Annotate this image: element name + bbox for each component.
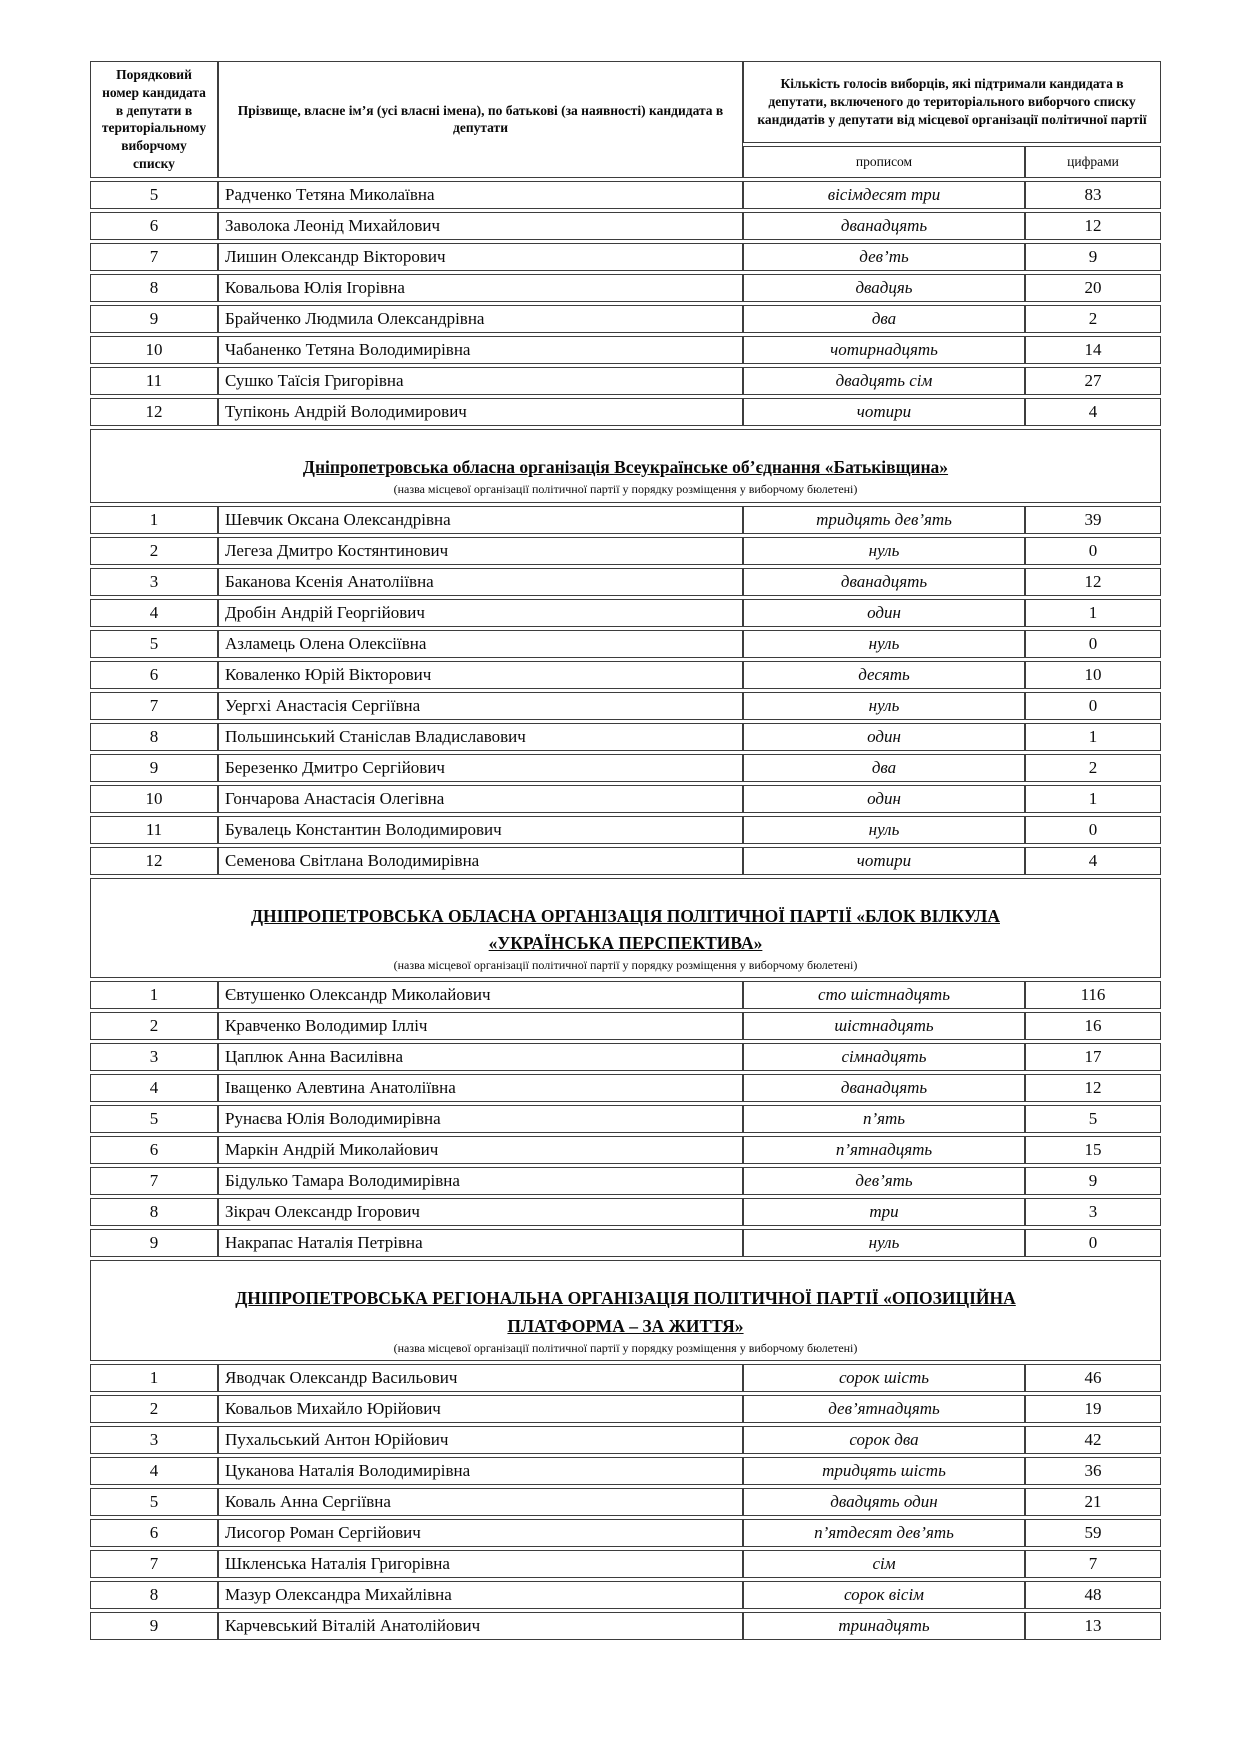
candidate-full-name: Шкленська Наталія Григорівна xyxy=(218,1550,743,1578)
candidate-full-name: Коваленко Юрій Вікторович xyxy=(218,661,743,689)
candidate-row xyxy=(90,1426,1161,1454)
candidate-ordinal-number: 7 xyxy=(90,243,218,271)
candidate-full-name: Мазур Олександра Михайлівна xyxy=(218,1581,743,1609)
candidate-full-name: Карчевський Віталій Анатолійович xyxy=(218,1612,743,1640)
votes-in-digits: 17 xyxy=(1025,1043,1161,1071)
votes-in-words: сімнадцять xyxy=(743,1043,1025,1071)
candidate-ordinal-number: 9 xyxy=(90,1612,218,1640)
candidate-full-name: Чабаненко Тетяна Володимирівна xyxy=(218,336,743,364)
candidate-ordinal-number: 5 xyxy=(90,1488,218,1516)
votes-in-words: дев’ять xyxy=(743,1167,1025,1195)
candidate-full-name: Радченко Тетяна Миколаївна xyxy=(218,181,743,209)
votes-in-digits: 3 xyxy=(1025,1198,1161,1226)
party-subtitle: (назва місцевої організації політичної партії у порядку розміщення у виборчому бюлетені) xyxy=(393,1340,858,1355)
votes-in-words: два xyxy=(743,305,1025,333)
candidate-full-name: Баканова Ксенія Анатоліївна xyxy=(218,568,743,596)
votes-in-digits: 16 xyxy=(1025,1012,1161,1040)
header-votes-in-digits: цифрами xyxy=(1025,146,1161,178)
candidate-row xyxy=(90,274,1161,302)
candidate-ordinal-number: 3 xyxy=(90,568,218,596)
votes-in-digits: 4 xyxy=(1025,847,1161,875)
votes-in-words: тридцять шість xyxy=(743,1457,1025,1485)
votes-in-words: дев’ятнадцять xyxy=(743,1395,1025,1423)
candidate-full-name: Кравченко Володимир Ілліч xyxy=(218,1012,743,1040)
header-candidate-name: Прізвище, власне ім’я (усі власні імена), по батькові (за наявності) кандидата в депутати xyxy=(218,61,743,178)
candidate-ordinal-number: 7 xyxy=(90,692,218,720)
votes-in-digits: 27 xyxy=(1025,367,1161,395)
candidate-ordinal-number: 4 xyxy=(90,1074,218,1102)
votes-in-digits: 0 xyxy=(1025,537,1161,565)
party-section-row xyxy=(90,878,1161,979)
candidate-ordinal-number: 4 xyxy=(90,599,218,627)
votes-in-digits: 9 xyxy=(1025,1167,1161,1195)
votes-in-digits: 1 xyxy=(1025,785,1161,813)
candidate-row xyxy=(90,506,1161,534)
table-header xyxy=(90,61,1161,178)
votes-in-digits: 0 xyxy=(1025,630,1161,658)
candidate-row xyxy=(90,212,1161,240)
candidate-ordinal-number: 7 xyxy=(90,1167,218,1195)
votes-in-words: один xyxy=(743,599,1025,627)
votes-in-digits: 42 xyxy=(1025,1426,1161,1454)
votes-in-words: десять xyxy=(743,661,1025,689)
candidate-row xyxy=(90,1457,1161,1485)
candidate-row xyxy=(90,723,1161,751)
votes-in-digits: 0 xyxy=(1025,816,1161,844)
candidate-full-name: Семенова Світлана Володимирівна xyxy=(218,847,743,875)
votes-in-words: дев’ть xyxy=(743,243,1025,271)
votes-in-words: п’ятдесят дев’ять xyxy=(743,1519,1025,1547)
votes-in-digits: 1 xyxy=(1025,599,1161,627)
candidate-row xyxy=(90,1488,1161,1516)
candidate-ordinal-number: 11 xyxy=(90,816,218,844)
candidate-full-name: Зікрач Олександр Ігорович xyxy=(218,1198,743,1226)
candidate-row xyxy=(90,305,1161,333)
candidate-full-name: Азламець Олена Олексіївна xyxy=(218,630,743,658)
party-title: ДНІПРОПЕТРОВСЬКА ОБЛАСНА ОРГАНІЗАЦІЯ ПОЛІТИЧНОЇ ПАРТІЇ «БЛОК ВІЛКУЛА «УКРАЇНСЬКА ПЕРСПЕКТИВА» xyxy=(251,905,1000,953)
party-section-row xyxy=(90,1260,1161,1361)
candidate-ordinal-number: 3 xyxy=(90,1426,218,1454)
candidate-full-name: Брайченко Людмила Олександрівна xyxy=(218,305,743,333)
votes-in-words: тринадцять xyxy=(743,1612,1025,1640)
candidate-row xyxy=(90,398,1161,426)
candidate-full-name: Шевчик Оксана Олександрівна xyxy=(218,506,743,534)
votes-in-digits: 21 xyxy=(1025,1488,1161,1516)
votes-in-digits: 12 xyxy=(1025,1074,1161,1102)
candidate-full-name: Польшинський Станіслав Владиславович xyxy=(218,723,743,751)
votes-in-digits: 13 xyxy=(1025,1612,1161,1640)
votes-in-digits: 48 xyxy=(1025,1581,1161,1609)
candidate-row xyxy=(90,1105,1161,1133)
votes-in-words: дванадцять xyxy=(743,212,1025,240)
candidate-row xyxy=(90,754,1161,782)
candidate-full-name: Маркін Андрій Миколайович xyxy=(218,1136,743,1164)
candidate-row xyxy=(90,847,1161,875)
votes-in-words: чотири xyxy=(743,398,1025,426)
candidate-ordinal-number: 9 xyxy=(90,754,218,782)
votes-in-words: двадцять один xyxy=(743,1488,1025,1516)
votes-in-words: два xyxy=(743,754,1025,782)
candidate-ordinal-number: 8 xyxy=(90,723,218,751)
votes-in-words: один xyxy=(743,723,1025,751)
party-section-header xyxy=(90,429,1161,503)
candidate-row xyxy=(90,1136,1161,1164)
candidate-row xyxy=(90,367,1161,395)
votes-in-digits: 1 xyxy=(1025,723,1161,751)
candidate-row xyxy=(90,1395,1161,1423)
votes-in-digits: 83 xyxy=(1025,181,1161,209)
votes-in-words: нуль xyxy=(743,537,1025,565)
votes-in-digits: 2 xyxy=(1025,305,1161,333)
candidate-ordinal-number: 6 xyxy=(90,212,218,240)
candidate-row xyxy=(90,1550,1161,1578)
votes-in-words: нуль xyxy=(743,816,1025,844)
candidate-ordinal-number: 2 xyxy=(90,1012,218,1040)
votes-in-words: дванадцять xyxy=(743,1074,1025,1102)
candidate-full-name: Бувалець Константин Володимирович xyxy=(218,816,743,844)
header-votes-in-words: прописом xyxy=(743,146,1025,178)
candidate-full-name: Легеза Дмитро Костянтинович xyxy=(218,537,743,565)
candidate-row xyxy=(90,1167,1161,1195)
party-section-header xyxy=(90,878,1161,979)
header-votes-count: Кількість голосів виборців, які підтримали кандидата в депутати, включеного до територіального виборчого списку кандидатів у депутати від місцевої організації політичної партії xyxy=(743,61,1161,143)
votes-in-digits: 20 xyxy=(1025,274,1161,302)
candidate-row xyxy=(90,630,1161,658)
candidate-full-name: Лишин Олександр Вікторович xyxy=(218,243,743,271)
candidate-row xyxy=(90,1364,1161,1392)
votes-in-digits: 19 xyxy=(1025,1395,1161,1423)
candidate-row xyxy=(90,1012,1161,1040)
candidate-full-name: Накрапас Наталія Петрівна xyxy=(218,1229,743,1257)
votes-in-digits: 0 xyxy=(1025,692,1161,720)
candidate-ordinal-number: 6 xyxy=(90,1519,218,1547)
votes-in-words: п’ятнадцять xyxy=(743,1136,1025,1164)
votes-in-words: тридцять дев’ять xyxy=(743,506,1025,534)
candidate-full-name: Березенко Дмитро Сергійович xyxy=(218,754,743,782)
candidate-ordinal-number: 10 xyxy=(90,785,218,813)
candidate-ordinal-number: 2 xyxy=(90,1395,218,1423)
candidate-ordinal-number: 6 xyxy=(90,1136,218,1164)
votes-in-digits: 36 xyxy=(1025,1457,1161,1485)
candidate-row xyxy=(90,1074,1161,1102)
votes-in-words: шістнадцять xyxy=(743,1012,1025,1040)
candidate-full-name: Яводчак Олександр Васильович xyxy=(218,1364,743,1392)
candidate-row xyxy=(90,1519,1161,1547)
candidate-row xyxy=(90,661,1161,689)
candidate-full-name: Дробін Андрій Георгійович xyxy=(218,599,743,627)
table-body xyxy=(90,181,1161,1640)
candidate-ordinal-number: 5 xyxy=(90,630,218,658)
votes-in-digits: 59 xyxy=(1025,1519,1161,1547)
party-subtitle: (назва місцевої організації політичної партії у порядку розміщення у виборчому бюлетені) xyxy=(393,482,858,496)
party-title: ДНІПРОПЕТРОВСЬКА РЕГІОНАЛЬНА ОРГАНІЗАЦІЯ ПОЛІТИЧНОЇ ПАРТІЇ «ОПОЗИЦІЙНА ПЛАТФОРМА – ЗА ЖИТТЯ» xyxy=(235,1288,1016,1336)
candidate-ordinal-number: 12 xyxy=(90,398,218,426)
candidate-full-name: Коваль Анна Сергіївна xyxy=(218,1488,743,1516)
candidate-ordinal-number: 8 xyxy=(90,274,218,302)
candidate-ordinal-number: 8 xyxy=(90,1198,218,1226)
candidate-row xyxy=(90,981,1161,1009)
candidate-ordinal-number: 4 xyxy=(90,1457,218,1485)
candidate-row xyxy=(90,243,1161,271)
candidate-full-name: Євтушенко Олександр Миколайович xyxy=(218,981,743,1009)
party-section-row xyxy=(90,429,1161,503)
results-table xyxy=(90,58,1161,1643)
votes-in-digits: 5 xyxy=(1025,1105,1161,1133)
votes-in-words: сорок вісім xyxy=(743,1581,1025,1609)
candidate-full-name: Рунаєва Юлія Володимирівна xyxy=(218,1105,743,1133)
candidate-ordinal-number: 9 xyxy=(90,1229,218,1257)
votes-in-words: сім xyxy=(743,1550,1025,1578)
candidate-row xyxy=(90,816,1161,844)
candidate-ordinal-number: 3 xyxy=(90,1043,218,1071)
candidate-full-name: Бідулько Тамара Володимирівна xyxy=(218,1167,743,1195)
votes-in-digits: 0 xyxy=(1025,1229,1161,1257)
candidate-row xyxy=(90,1612,1161,1640)
candidate-row xyxy=(90,599,1161,627)
candidate-row xyxy=(90,785,1161,813)
candidate-row xyxy=(90,1198,1161,1226)
candidate-ordinal-number: 5 xyxy=(90,1105,218,1133)
candidate-row xyxy=(90,181,1161,209)
votes-in-digits: 46 xyxy=(1025,1364,1161,1392)
candidate-ordinal-number: 8 xyxy=(90,1581,218,1609)
party-title: Дніпропетровська обласна організація Всеукраїнське об’єднання «Батьківщина» xyxy=(302,456,949,477)
votes-in-words: двадцять сім xyxy=(743,367,1025,395)
candidate-row xyxy=(90,336,1161,364)
candidate-full-name: Ковальов Михайло Юрійович xyxy=(218,1395,743,1423)
votes-in-digits: 2 xyxy=(1025,754,1161,782)
votes-in-words: двадцяь xyxy=(743,274,1025,302)
candidate-full-name: Пухальський Антон Юрійович xyxy=(218,1426,743,1454)
candidate-full-name: Заволока Леонід Михайлович xyxy=(218,212,743,240)
votes-in-digits: 12 xyxy=(1025,212,1161,240)
votes-in-words: нуль xyxy=(743,692,1025,720)
votes-in-words: сто шістнадцять xyxy=(743,981,1025,1009)
votes-in-digits: 12 xyxy=(1025,568,1161,596)
party-section-header xyxy=(90,1260,1161,1361)
votes-in-words: вісімдесят три xyxy=(743,181,1025,209)
candidate-full-name: Ковальова Юлія Ігорівна xyxy=(218,274,743,302)
votes-in-digits: 15 xyxy=(1025,1136,1161,1164)
votes-in-words: чотири xyxy=(743,847,1025,875)
candidate-full-name: Цаплюк Анна Василівна xyxy=(218,1043,743,1071)
candidate-ordinal-number: 6 xyxy=(90,661,218,689)
candidate-row xyxy=(90,1043,1161,1071)
candidate-ordinal-number: 5 xyxy=(90,181,218,209)
candidate-full-name: Лисогор Роман Сергійович xyxy=(218,1519,743,1547)
candidate-row xyxy=(90,1581,1161,1609)
votes-in-words: чотирнадцять xyxy=(743,336,1025,364)
party-subtitle: (назва місцевої організації політичної партії у порядку розміщення у виборчому бюлетені) xyxy=(393,957,858,972)
votes-in-words: один xyxy=(743,785,1025,813)
candidate-ordinal-number: 10 xyxy=(90,336,218,364)
candidate-ordinal-number: 12 xyxy=(90,847,218,875)
votes-in-digits: 4 xyxy=(1025,398,1161,426)
candidate-ordinal-number: 1 xyxy=(90,506,218,534)
candidate-full-name: Тупіконь Андрій Володимирович xyxy=(218,398,743,426)
header-ordinal-number: Порядковий номер кандидата в депутати в територіальному виборчому списку xyxy=(90,61,218,178)
votes-in-digits: 7 xyxy=(1025,1550,1161,1578)
votes-in-digits: 14 xyxy=(1025,336,1161,364)
votes-in-digits: 116 xyxy=(1025,981,1161,1009)
candidate-full-name: Іващенко Алевтина Анатоліївна xyxy=(218,1074,743,1102)
votes-in-digits: 10 xyxy=(1025,661,1161,689)
candidate-row xyxy=(90,537,1161,565)
candidate-ordinal-number: 9 xyxy=(90,305,218,333)
votes-in-words: три xyxy=(743,1198,1025,1226)
candidate-full-name: Цуканова Наталія Володимирівна xyxy=(218,1457,743,1485)
header-row-main xyxy=(90,61,1161,143)
candidate-ordinal-number: 1 xyxy=(90,981,218,1009)
votes-in-words: нуль xyxy=(743,1229,1025,1257)
candidate-ordinal-number: 11 xyxy=(90,367,218,395)
candidate-ordinal-number: 7 xyxy=(90,1550,218,1578)
votes-in-digits: 9 xyxy=(1025,243,1161,271)
candidate-ordinal-number: 2 xyxy=(90,537,218,565)
candidate-full-name: Уергхі Анастасія Сергіївна xyxy=(218,692,743,720)
candidate-row xyxy=(90,568,1161,596)
results-table-container xyxy=(90,58,1161,1643)
votes-in-words: п’ять xyxy=(743,1105,1025,1133)
votes-in-digits: 39 xyxy=(1025,506,1161,534)
candidate-row xyxy=(90,1229,1161,1257)
votes-in-words: сорок шість xyxy=(743,1364,1025,1392)
candidate-ordinal-number: 1 xyxy=(90,1364,218,1392)
candidate-row xyxy=(90,692,1161,720)
votes-in-words: сорок два xyxy=(743,1426,1025,1454)
candidate-full-name: Гончарова Анастасія Олегівна xyxy=(218,785,743,813)
votes-in-words: нуль xyxy=(743,630,1025,658)
votes-in-words: дванадцять xyxy=(743,568,1025,596)
candidate-full-name: Сушко Таїсія Григорівна xyxy=(218,367,743,395)
